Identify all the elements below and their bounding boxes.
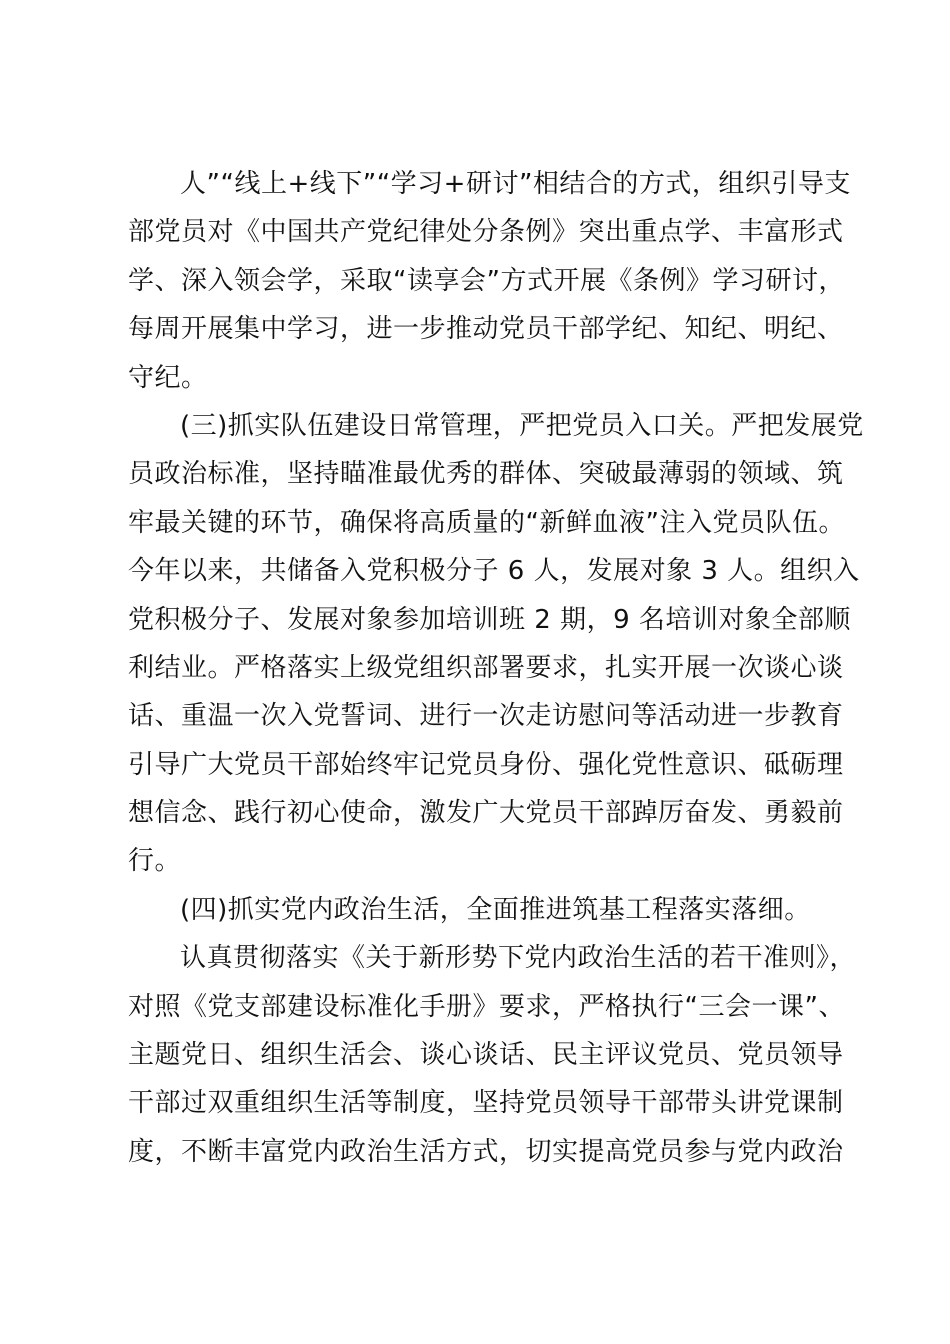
paragraph-study-methods xyxy=(128,160,851,402)
text-line: 话、重温一次入党誓词、进行一次走访慰问等活动进一步教育 xyxy=(128,701,844,732)
text-line: 度，不断丰富党内政治生活方式，切实提高党员参与党内政治 xyxy=(128,1136,844,1167)
text-line: 主题党日、组织生活会、谈心谈话、民主评议党员、党员领导 xyxy=(128,1040,844,1071)
text-line: 利结业。严格落实上级党组织部署要求，扎实开展一次谈心谈 xyxy=(128,652,844,683)
paragraph-section-three xyxy=(128,402,864,886)
text-line: 对照《党支部建设标准化手册》要求，严格执行“三会一课”、 xyxy=(128,991,845,1022)
text-line: 党积极分子、发展对象参加培训班 2 期，9 名培训对象全部顺 xyxy=(128,604,851,635)
document-body xyxy=(128,160,864,1176)
text-line: 学、深入领会学，采取“读享会”方式开展《条例》学习研讨， xyxy=(128,265,845,296)
text-line: 每周开展集中学习，进一步推动党员干部学纪、知纪、明纪、 xyxy=(128,314,844,345)
text-line: 守纪。 xyxy=(128,362,208,393)
text-line: 牢最关键的环节，确保将高质量的“新鲜血液”注入党员队伍。 xyxy=(128,507,845,538)
text-line: 引导广大党员干部始终牢记党员身份、强化党性意识、砥砺理 xyxy=(128,749,844,780)
section-heading-line: (四)抓实党内政治生活，全面推进筑基工程落实落细。 xyxy=(180,894,811,925)
text-line: 今年以来，共储备入党积极分子 6 人，发展对象 3 人。组织入 xyxy=(128,556,860,587)
paragraph-political-life xyxy=(128,934,857,1176)
text-line: 员政治标准，坚持瞄准最优秀的群体、突破最薄弱的领域、筑 xyxy=(128,459,844,490)
text-line: 人”“线上+线下”“学习+研讨”相结合的方式，组织引导支 xyxy=(180,169,851,199)
text-line: 行。 xyxy=(128,846,182,877)
text-line: 认真贯彻落实《关于新形势下党内政治生活的若干准则》， xyxy=(180,943,857,974)
text-line: 想信念、践行初心使命，激发广大党员干部踔厉奋发、勇毅前 xyxy=(128,798,844,829)
text-line: 部党员对《中国共产党纪律处分条例》突出重点学、丰富形式 xyxy=(128,217,844,248)
paragraph-section-four-heading xyxy=(128,886,828,934)
section-heading-line: (三)抓实队伍建设日常管理，严把党员入口关。严把发展党 xyxy=(180,410,864,441)
text-line: 干部过双重组织生活等制度，坚持党员领导干部带头讲党课制 xyxy=(128,1088,844,1119)
